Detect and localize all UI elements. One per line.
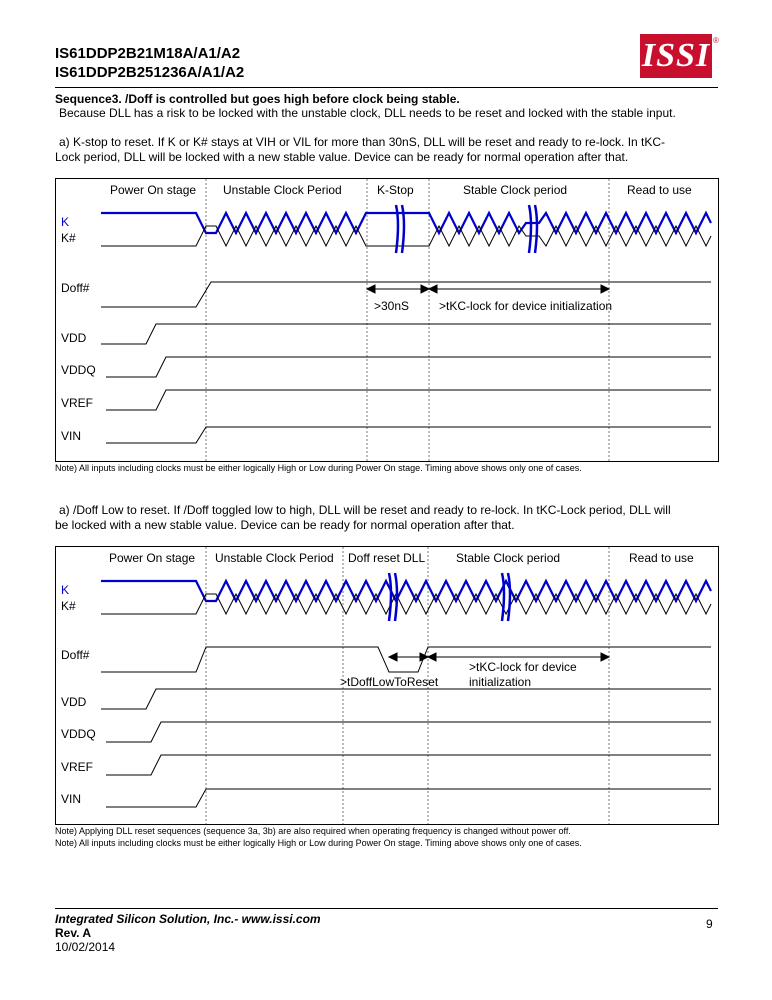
stage-unstable-clock: Unstable Clock Period bbox=[223, 183, 342, 197]
diagram-a-note: Note) All inputs including clocks must be either logically High or Low during Power On stage. Timing above shows only one of cases. bbox=[55, 463, 582, 473]
footer-company: Integrated Silicon Solution, Inc.- www.issi.com bbox=[55, 912, 321, 926]
diagram-b-para-1: a) /Doff Low to reset. If /Doff toggled low to high, DLL will be reset and ready to re-lock. In tKC-Lock period, DLL will bbox=[59, 503, 671, 517]
page-number: 9 bbox=[706, 917, 713, 931]
section-heading: Sequence3. /Doff is controlled but goes high before clock being stable. bbox=[55, 92, 460, 106]
section-intro: Because DLL has a risk to be locked with the unstable clock, DLL needs to be reset and locked with the stable input. bbox=[59, 106, 676, 120]
signal-k-label: K bbox=[61, 583, 70, 597]
diagram-b-note-1: Note) Applying DLL reset sequences (sequence 3a, 3b) are also required when operating frequency is changed without power off. bbox=[55, 826, 571, 836]
signal-vdd-label: VDD bbox=[61, 331, 87, 345]
header-rule bbox=[55, 87, 718, 88]
stage-doff-reset: Doff reset DLL bbox=[348, 551, 426, 565]
stage-ready: Read to use bbox=[627, 183, 692, 197]
signal-vref-label: VREF bbox=[61, 760, 94, 774]
timing-diagram-a-svg bbox=[56, 179, 718, 461]
footer-rev: Rev. A bbox=[55, 926, 92, 940]
timing-diagram-b bbox=[55, 546, 719, 825]
signal-vddq-label: VDDQ bbox=[61, 363, 96, 377]
part-number-2: IS61DDP2B251236A/A1/A2 bbox=[55, 64, 245, 81]
stage-power-on: Power On stage bbox=[110, 183, 197, 197]
signal-k-label: K bbox=[61, 215, 70, 229]
signal-vin-label: VIN bbox=[61, 792, 82, 806]
timing-30ns-label: >30nS bbox=[374, 299, 410, 313]
signal-kb-label: K# bbox=[61, 599, 76, 613]
footer-date: 10/02/2014 bbox=[55, 940, 116, 954]
signal-doff-label: Doff# bbox=[61, 281, 90, 295]
signal-kb-label: K# bbox=[61, 231, 76, 245]
diagram-a-para-2: Lock period, DLL will be locked with a new stable value. Device can be ready for normal operation after that. bbox=[55, 150, 629, 164]
registered-mark: ® bbox=[713, 36, 719, 45]
timing-tkc-lock-label-1: >tKC-lock for device bbox=[469, 660, 577, 674]
signal-doff-label: Doff# bbox=[61, 648, 90, 662]
footer-rule bbox=[55, 908, 718, 909]
stage-stable-clock: Stable Clock period bbox=[463, 183, 568, 197]
issi-logo: ISSI bbox=[640, 34, 712, 78]
signal-vref-label: VREF bbox=[61, 396, 94, 410]
timing-diagram-a bbox=[55, 178, 719, 462]
stage-power-on: Power On stage bbox=[109, 551, 196, 565]
signal-vddq-label: VDDQ bbox=[61, 727, 96, 741]
diagram-b-note-2: Note) All inputs including clocks must be either logically High or Low during Power On stage. Timing above shows only one of cases. bbox=[55, 838, 582, 848]
stage-stable-clock: Stable Clock period bbox=[456, 551, 561, 565]
stage-unstable-clock: Unstable Clock Period bbox=[215, 551, 334, 565]
stage-ready: Read to use bbox=[629, 551, 694, 565]
timing-tkc-lock-label-2: initialization bbox=[469, 675, 532, 689]
stage-k-stop: K-Stop bbox=[377, 183, 414, 197]
signal-vdd-label: VDD bbox=[61, 695, 87, 709]
timing-tdofflow-label: >tDoffLowToReset bbox=[340, 675, 439, 689]
timing-tkc-lock-label: >tKC-lock for device initialization bbox=[439, 299, 613, 313]
diagram-a-para-1: a) K-stop to reset. If K or K# stays at VIH or VIL for more than 30nS, DLL will be reset and ready to re-lock. In tKC- bbox=[59, 135, 666, 149]
part-number-1: IS61DDP2B21M18A/A1/A2 bbox=[55, 45, 241, 62]
signal-vin-label: VIN bbox=[61, 429, 82, 443]
diagram-b-para-2: be locked with a new stable value. Device can be ready for normal operation after that. bbox=[55, 518, 515, 532]
